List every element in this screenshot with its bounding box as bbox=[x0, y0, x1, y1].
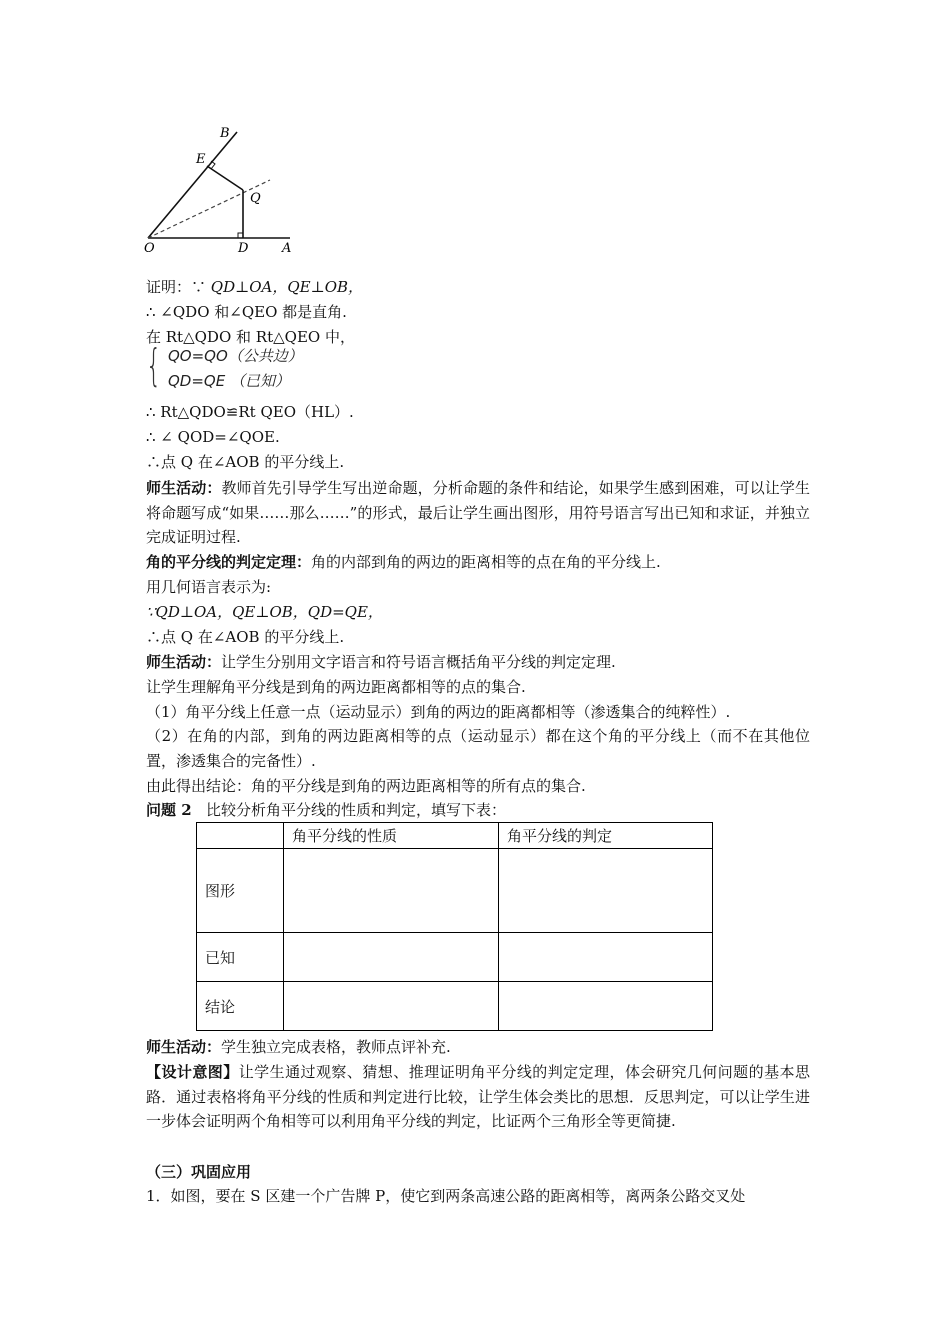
section-title: （三）巩固应用 bbox=[146, 1163, 252, 1181]
label-e: E bbox=[196, 152, 206, 167]
geo-line-2: ∴点 Q 在∠AOB 的平分线上. bbox=[146, 628, 345, 646]
point-2: （2）在角的内部，到角的两边距离相等的点（运动显示）都在这个角的平分线上（而不在其他位置，渗透集合的完备性）. bbox=[146, 727, 810, 770]
proof-line-1: 证明：∵ QD⊥OA，QE⊥OB， bbox=[146, 278, 364, 296]
proof-line-2: ∴ ∠QDO 和∠QEO 都是直角. bbox=[146, 303, 347, 321]
activity-paragraph-2: 师生活动：让学生分别用文字语言和符号语言概括角平分线的判定定理. bbox=[146, 653, 616, 671]
bisector-dashed bbox=[148, 180, 270, 238]
label-o: O bbox=[144, 241, 155, 256]
table-row bbox=[197, 933, 713, 982]
table-cell bbox=[284, 933, 499, 982]
table-cell bbox=[284, 849, 499, 933]
table-header-cell: 角平分线的判定 bbox=[499, 823, 713, 849]
segment-qe bbox=[207, 166, 243, 190]
system-row-2: QD=QE （已知） bbox=[168, 372, 290, 390]
label-q: Q bbox=[250, 191, 261, 206]
theorem-paragraph: 角的平分线的判定定理：角的内部到角的两边的距离相等的点在角的平分线上. bbox=[146, 553, 661, 571]
proof-line-4: ∴ Rt△QDO≌Rt QEO（HL）. bbox=[146, 403, 354, 421]
set-line: 让学生理解角平分线是到角的两边距离都相等的点的集合. bbox=[146, 678, 526, 696]
comparison-table bbox=[196, 822, 713, 1031]
table-cell bbox=[284, 982, 499, 1031]
equation-system bbox=[146, 340, 346, 393]
geo-intro: 用几何语言表示为: bbox=[146, 578, 272, 596]
ray-ob bbox=[148, 132, 237, 238]
row-label: 已知 bbox=[197, 933, 284, 982]
design-intent-paragraph: 【设计意图】让学生通过观察、猜想、推理证明角平分线的判定定理，体会研究几何问题的基本思路．通过表格将角平分线的性质和判定进行比较，让学生体会类比的思想．反思判定，可以让学生进一步体会证明两个角相等可以利用角平分线的判定，比证两个三角形全等更简捷. bbox=[146, 1063, 810, 1130]
proof-line-5: ∴ ∠ QOD=∠QOE. bbox=[146, 428, 280, 446]
angle-bisector-figure bbox=[140, 120, 300, 260]
proof-line-3: 在 Rt△QDO 和 Rt△QEO 中， bbox=[146, 328, 355, 346]
system-row-1: QO=QO（公共边） bbox=[168, 347, 303, 365]
table-header-cell: 角平分线的性质 bbox=[284, 823, 499, 849]
table-header-row bbox=[197, 823, 713, 849]
label-a: A bbox=[282, 241, 292, 256]
table-cell bbox=[499, 849, 713, 933]
activity-paragraph-1: 师生活动：教师首先引导学生写出逆命题，分析命题的条件和结论，如果学生感到困难，可以让学生将命题写成“如果……那么……”的形式，最后让学生画出图形，用符号语言写出已知和求证，并独立完成证明过程. bbox=[146, 479, 810, 546]
proof-line-6: ∴点 Q 在∠AOB 的平分线上. bbox=[146, 453, 345, 471]
row-label: 结论 bbox=[197, 982, 284, 1031]
label-b: B bbox=[220, 126, 230, 141]
conclusion-line: 由此得出结论：角的平分线是到角的两边距离相等的所有点的集合. bbox=[146, 777, 586, 795]
point-1: （1）角平分线上任意一点（运动显示）到角的两边的距离都相等（渗透集合的纯粹性）. bbox=[146, 703, 731, 721]
exercise-1: 1．如图，要在 S 区建一个广告牌 P，使它到两条高速公路的距离相等，离两条公路交叉处 bbox=[146, 1187, 746, 1205]
table-cell bbox=[499, 982, 713, 1031]
row-label: 图形 bbox=[197, 849, 284, 933]
question-2: 问题 2 比较分析角平分线的性质和判定，填写下表： bbox=[146, 801, 506, 819]
activity-paragraph-3: 师生活动：学生独立完成表格，教师点评补充. bbox=[146, 1038, 451, 1056]
table-header-cell bbox=[197, 823, 284, 849]
table-cell bbox=[499, 933, 713, 982]
geo-line-1: ∵QD⊥OA，QE⊥OB，QD=QE， bbox=[146, 603, 383, 621]
table-row bbox=[197, 982, 713, 1031]
brace-symbol: { bbox=[146, 340, 162, 391]
table-row bbox=[197, 849, 713, 933]
label-d: D bbox=[238, 241, 249, 256]
